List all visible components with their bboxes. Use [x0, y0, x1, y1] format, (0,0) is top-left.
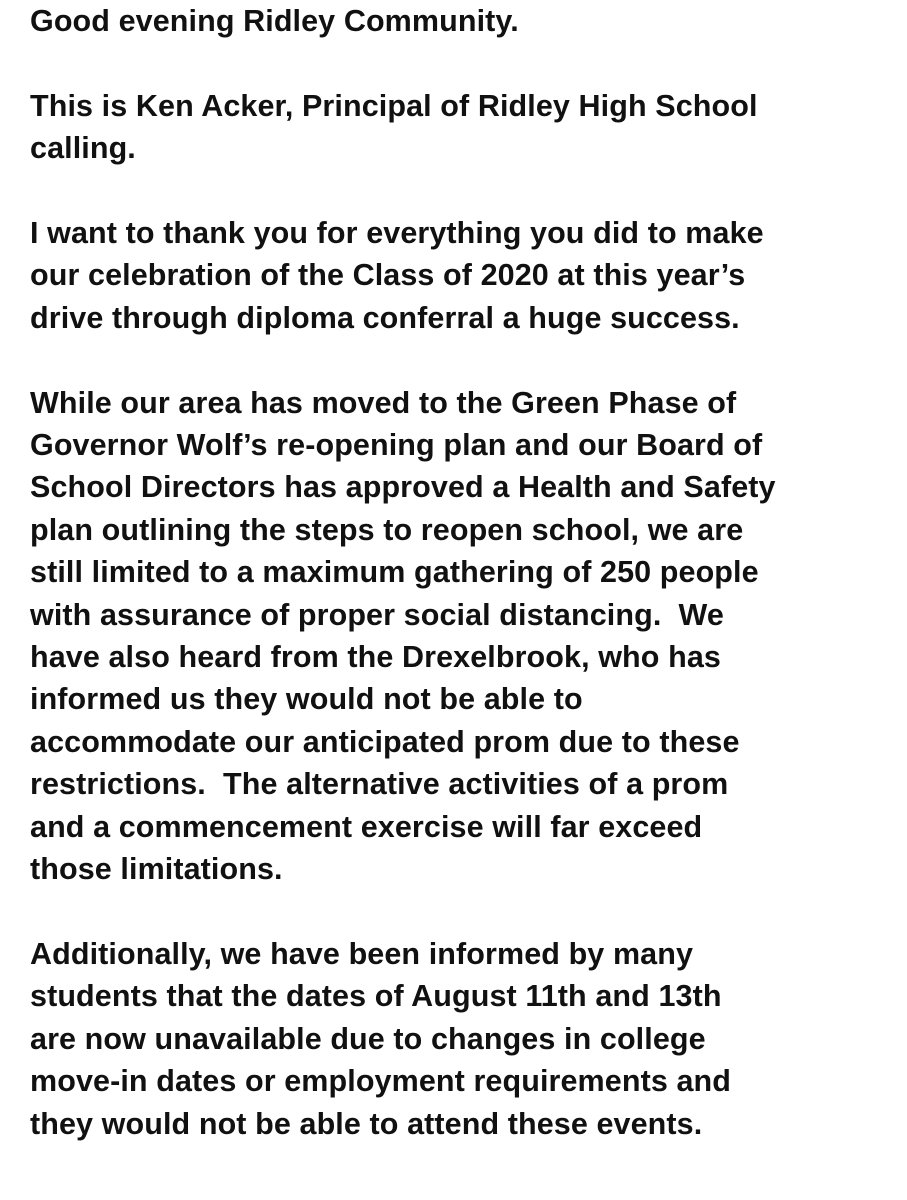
text-line: our celebration of the Class of 2020 at this year’s: [30, 258, 746, 293]
text-line: I want to thank you for everything you did to make: [30, 216, 764, 250]
text-line: restrictions. The alternative activities of a prom: [30, 767, 729, 802]
text-line: still limited to a maximum gathering of 250 people: [30, 555, 759, 590]
text-line: move-in dates or employment requirements and: [30, 1064, 731, 1099]
text-line: with assurance of proper social distancing. We: [30, 597, 724, 632]
text-line: Good evening Ridley Community.: [30, 4, 519, 38]
text-line: accommodate our anticipated prom due to these: [30, 724, 740, 759]
paragraph-introduction: [30, 85, 890, 170]
paragraph-restrictions: [30, 382, 890, 891]
text-line: While our area has moved to the Green Phase of: [30, 385, 737, 420]
paragraph-thanks: [30, 212, 890, 339]
text-line: Additionally, we have been informed by many: [30, 936, 694, 971]
text-line: students that the dates of August 11th and 13th: [30, 979, 722, 1014]
text-line: they would not be able to attend these events.: [30, 1106, 703, 1141]
text-line: School Directors has approved a Health and Safety: [30, 470, 776, 505]
text-line: drive through diploma conferral a huge success.: [30, 300, 740, 335]
text-line: informed us they would not be able to: [30, 682, 583, 717]
text-line: Governor Wolf’s re-opening plan and our Board of: [30, 428, 763, 463]
text-line: have also heard from the Drexelbrook, who has: [30, 640, 721, 675]
note-body: [30, 0, 890, 1187]
text-line: those limitations.: [30, 852, 283, 887]
text-line: and a commencement exercise will far exceed: [30, 809, 703, 844]
paragraph-dates: [30, 933, 890, 1145]
text-line: plan outlining the steps to reopen school, we are: [30, 512, 744, 547]
text-line: This is Ken Acker, Principal of Ridley High School: [30, 88, 758, 123]
paragraph-greeting: [30, 0, 890, 42]
text-line: are now unavailable due to changes in college: [30, 1021, 706, 1056]
text-line: calling.: [30, 131, 136, 166]
